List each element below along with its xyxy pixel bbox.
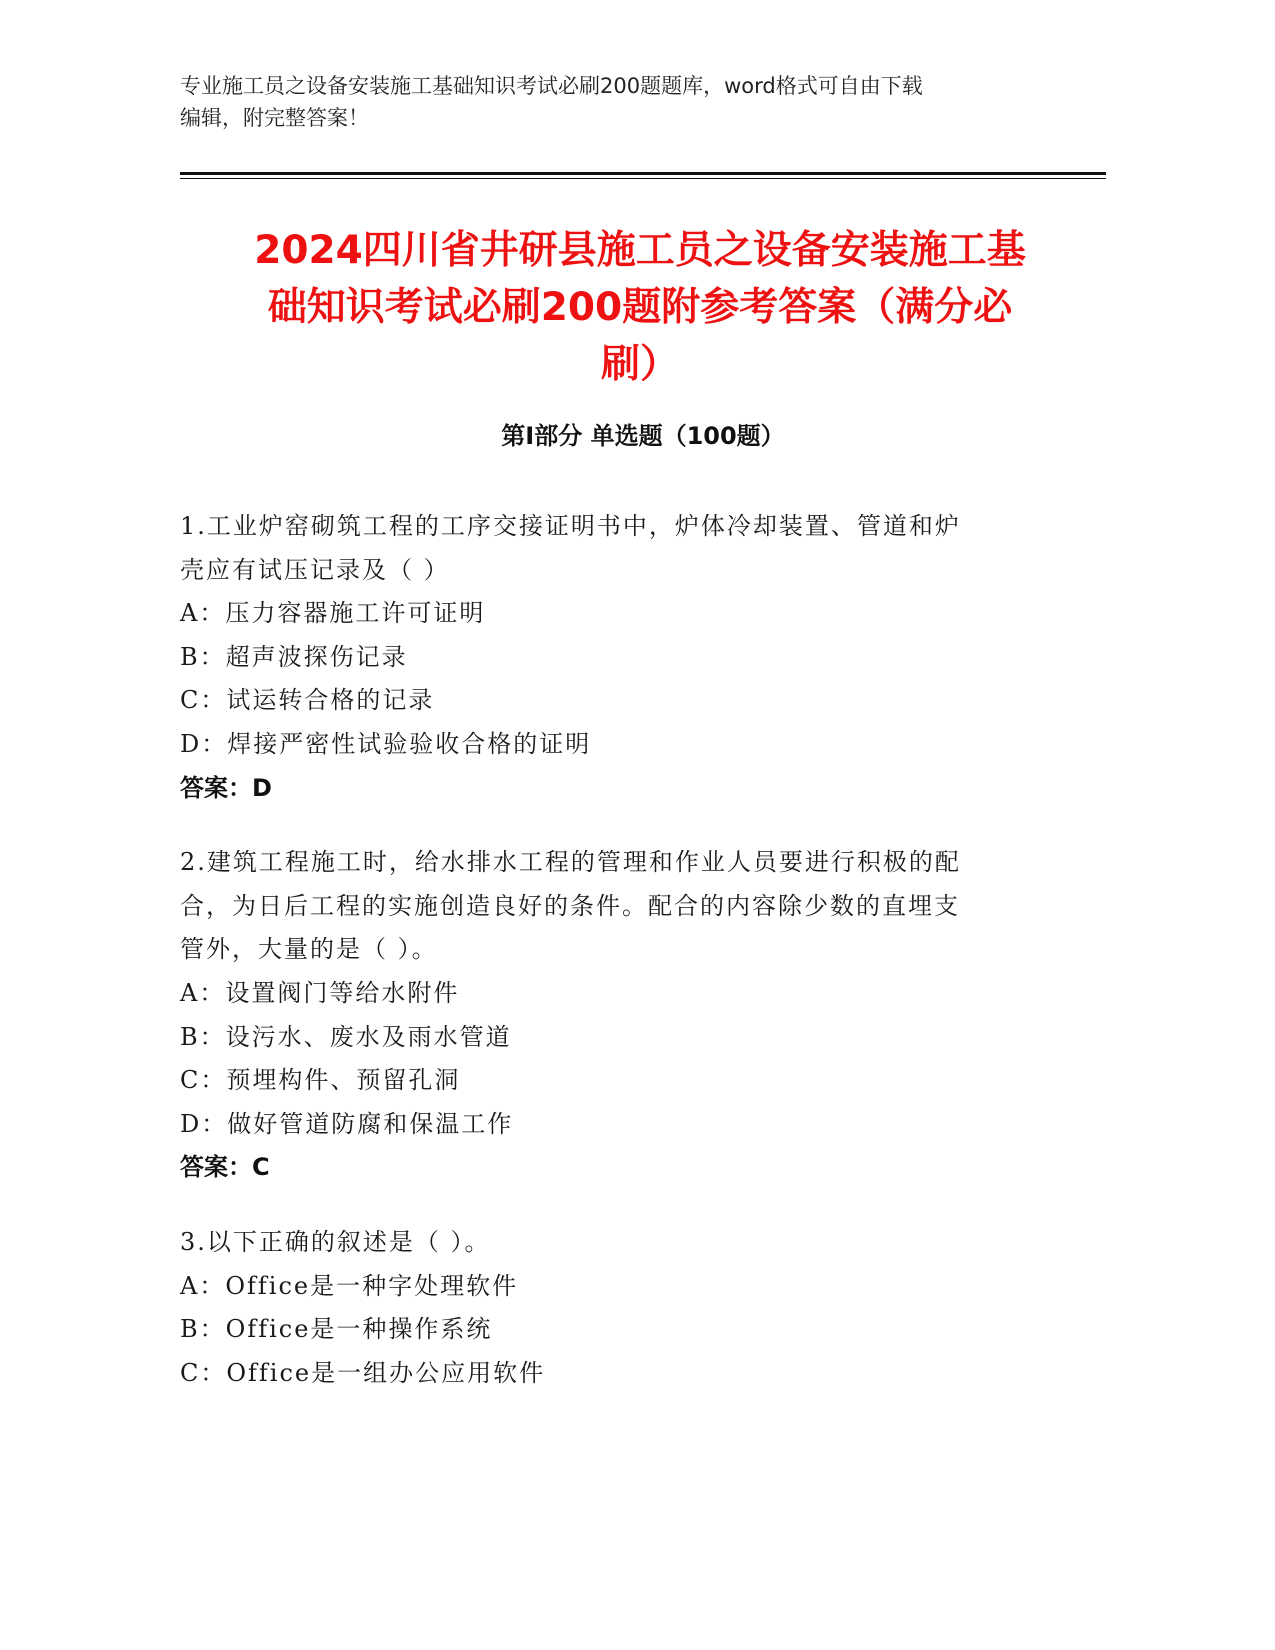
option-a: A：Office是一种字处理软件 xyxy=(180,1271,519,1300)
header-divider-thin xyxy=(180,178,1106,179)
question-1 xyxy=(180,505,1030,810)
option-b: B：设污水、废水及雨水管道 xyxy=(180,1022,512,1051)
document-title xyxy=(170,222,1110,393)
option-d: D：焊接严密性试验验收合格的证明 xyxy=(180,729,592,758)
header-note xyxy=(180,70,1040,134)
question-stem: 3.以下正确的叙述是（ ）。 xyxy=(180,1227,491,1256)
option-a: A：压力容器施工许可证明 xyxy=(180,599,486,628)
section-title: 第I部分 单选题（100题） xyxy=(501,422,785,450)
header-note-line: 编辑，附完整答案！ xyxy=(180,106,369,130)
answer: 答案：C xyxy=(180,1153,270,1182)
question-stem: 1.工业炉窑砌筑工程的工序交接证明书中，炉体冷却装置、管道和炉 xyxy=(180,512,961,540)
document-title-line: 刷） xyxy=(600,342,679,387)
question-stem: 管外，大量的是（ ）。 xyxy=(180,935,438,964)
question-3 xyxy=(180,1221,1030,1395)
header-note-line: 专业施工员之设备安装施工基础知识考试必刷200题题库，word格式可自由下载 xyxy=(180,74,923,98)
option-b: B：超声波探伤记录 xyxy=(180,642,408,671)
option-d: D：做好管道防腐和保温工作 xyxy=(180,1109,514,1138)
document-title-line: 础知识考试必刷200题附参考答案（满分必 xyxy=(267,285,1013,330)
question-list xyxy=(180,505,1030,1426)
question-stem: 2.建筑工程施工时，给水排水工程的管理和作业人员要进行积极的配 xyxy=(180,848,961,877)
question-2 xyxy=(180,841,1030,1190)
document-title-line: 2024四川省井研县施工员之设备安装施工基 xyxy=(254,228,1026,273)
question-stem: 壳应有试压记录及（ ） xyxy=(180,555,450,584)
question-stem: 合，为日后工程的实施创造良好的条件。配合的内容除少数的直埋支 xyxy=(180,891,960,920)
option-c: C：试运转合格的记录 xyxy=(180,686,435,715)
header-divider-thick xyxy=(180,172,1106,175)
answer: 答案：D xyxy=(180,773,272,802)
option-b: B：Office是一种操作系统 xyxy=(180,1315,493,1344)
option-a: A：设置阀门等给水附件 xyxy=(180,978,460,1007)
option-c: C：Office是一组办公应用软件 xyxy=(180,1358,546,1387)
option-c: C：预埋构件、预留孔洞 xyxy=(180,1066,461,1095)
